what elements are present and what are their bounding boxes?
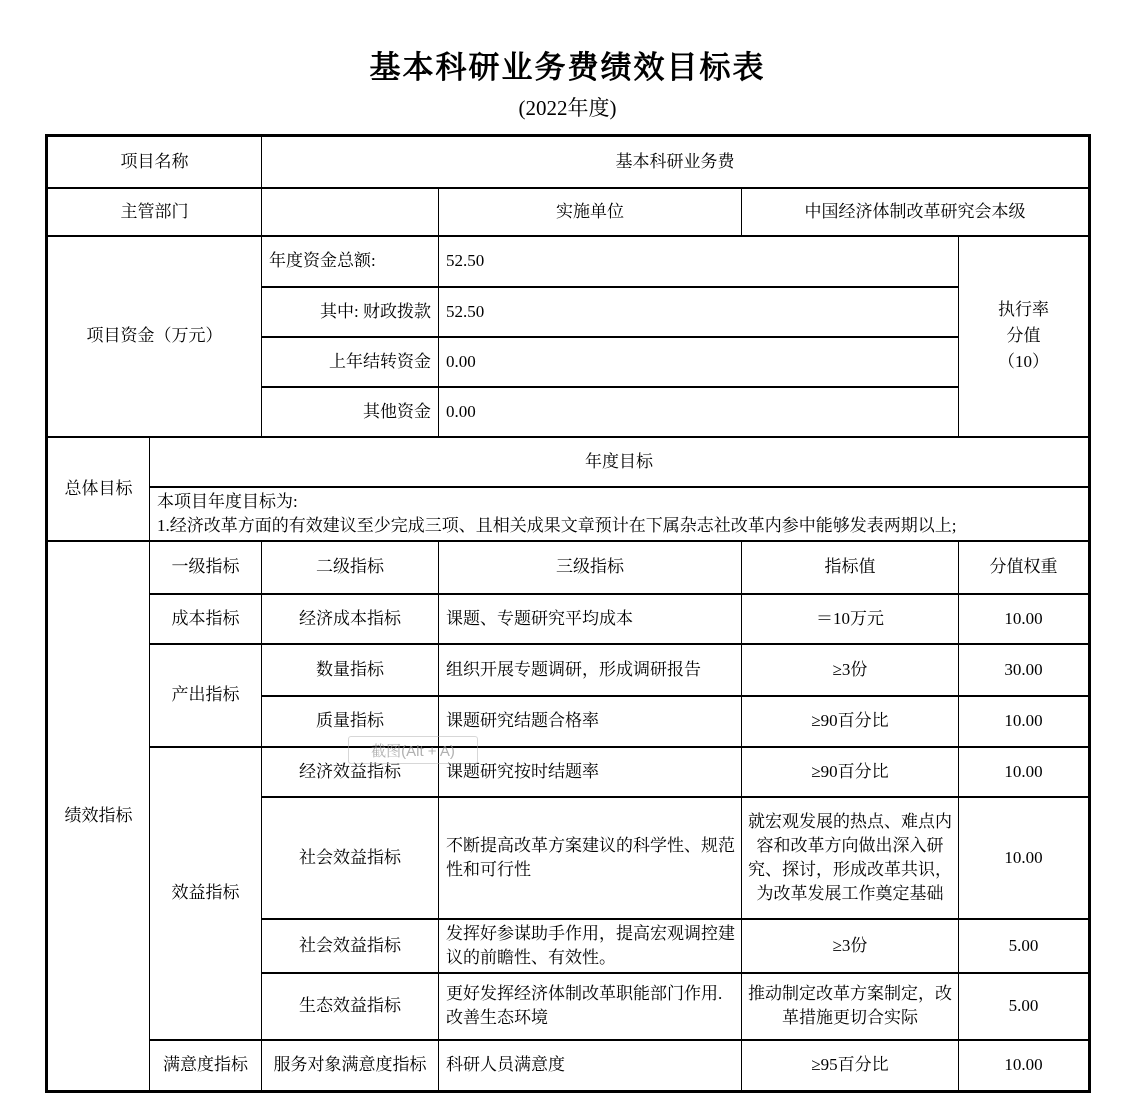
level2-cell: 社会效益指标	[262, 797, 439, 919]
level3-cell: 发挥好参谋助手作用，提高宏观调控建议的前瞻性、有效性。	[439, 919, 742, 973]
funding-fiscal-value: 52.50	[439, 287, 959, 337]
annual-goal-line: 1.经济改革方面的有效建议至少完成三项、且相关成果文章预计在下属杂志社改革内参中能够发表两期以上;	[157, 515, 957, 535]
overall-goal-section-label: 总体目标	[47, 437, 150, 541]
value-cell: ≥90百分比	[742, 747, 959, 797]
level2-cell: 社会效益指标	[262, 919, 439, 973]
dept-label: 主管部门	[47, 188, 262, 236]
level1-cost: 成本指标	[150, 594, 262, 644]
page-title: 基本科研业务费绩效目标表	[369, 50, 766, 85]
value-cell: 就宏观发展的热点、难点内容和改革方向做出深入研究、探讨，形成改革共识，为改革发展工作奠定基础	[742, 797, 959, 919]
level1-satisfaction: 满意度指标	[150, 1040, 262, 1092]
indicator-row	[47, 747, 1090, 797]
level3-cell: 不断提高改革方案建议的科学性、规范性和可行性	[439, 797, 742, 919]
impl-unit-value: 中国经济体制改革研究会本级	[742, 188, 1090, 236]
weight-cell: 10.00	[959, 696, 1090, 747]
indicator-row	[47, 1040, 1090, 1092]
weight-cell: 5.00	[959, 919, 1090, 973]
header-value: 指标值	[742, 541, 959, 594]
exec-rate-line: 执行率	[998, 300, 1049, 319]
funding-carryover-label: 上年结转资金	[262, 337, 439, 387]
project-name-label: 项目名称	[47, 136, 262, 188]
indicator-row	[47, 594, 1090, 644]
funding-total-value: 52.50	[439, 236, 959, 287]
table-row	[47, 541, 1090, 594]
weight-cell: 10.00	[959, 1040, 1090, 1092]
funding-carryover-value: 0.00	[439, 337, 959, 387]
level2-cell: 服务对象满意度指标	[262, 1040, 439, 1092]
level3-cell: 科研人员满意度	[439, 1040, 742, 1092]
level2-cell: 经济成本指标	[262, 594, 439, 644]
table-row	[47, 437, 1090, 487]
indicators-section-label: 绩效指标	[47, 541, 150, 1092]
value-cell: 推动制定改革方案制定，改革措施更切合实际	[742, 973, 959, 1040]
funding-other-label: 其他资金	[262, 387, 439, 437]
impl-unit-label: 实施单位	[439, 188, 742, 236]
header-weight: 分值权重	[959, 541, 1090, 594]
table-row	[47, 236, 1090, 287]
screenshot-tool-hint: 截图(Alt + A)	[348, 736, 478, 764]
funding-section-label: 项目资金（万元）	[47, 236, 262, 437]
header-level3: 三级指标	[439, 541, 742, 594]
table-row	[47, 487, 1090, 541]
value-cell: ≥3份	[742, 919, 959, 973]
level1-benefit: 效益指标	[150, 747, 262, 1040]
value-cell: ＝10万元	[742, 594, 959, 644]
header-level2: 二级指标	[262, 541, 439, 594]
weight-cell: 5.00	[959, 973, 1090, 1040]
weight-cell: 10.00	[959, 747, 1090, 797]
annual-goal-line: 本项目年度目标为:	[157, 491, 298, 511]
funding-fiscal-label: 其中: 财政拨款	[262, 287, 439, 337]
level2-cell: 生态效益指标	[262, 973, 439, 1040]
level3-cell: 课题、专题研究平均成本	[439, 594, 742, 644]
indicator-row	[47, 644, 1090, 696]
weight-cell: 30.00	[959, 644, 1090, 696]
weight-cell: 10.00	[959, 797, 1090, 919]
annual-goal-text	[150, 487, 1090, 541]
exec-rate-line: （10）	[998, 352, 1049, 371]
level3-cell: 课题研究结题合格率	[439, 696, 742, 747]
level1-output: 产出指标	[150, 644, 262, 747]
performance-target-table	[45, 134, 1091, 1093]
project-name-value: 基本科研业务费	[262, 136, 1090, 188]
funding-other-value: 0.00	[439, 387, 959, 437]
level2-cell: 经济效益指标	[262, 747, 439, 797]
level2-cell: 数量指标	[262, 644, 439, 696]
funding-total-label: 年度资金总额:	[262, 236, 439, 287]
table-row	[47, 136, 1090, 188]
exec-rate-line: 分值	[1006, 326, 1041, 345]
page-subtitle: (2022年度)	[518, 96, 617, 120]
annual-goal-header: 年度目标	[150, 437, 1090, 487]
value-cell: ≥95百分比	[742, 1040, 959, 1092]
dept-value	[262, 188, 439, 236]
table-row	[47, 188, 1090, 236]
level3-cell: 课题研究按时结题率	[439, 747, 742, 797]
header-level1: 一级指标	[150, 541, 262, 594]
level3-cell: 更好发挥经济体制改革职能部门作用. 改善生态环境	[439, 973, 742, 1040]
level3-cell: 组织开展专题调研，形成调研报告	[439, 644, 742, 696]
value-cell: ≥90百分比	[742, 696, 959, 747]
value-cell: ≥3份	[742, 644, 959, 696]
exec-rate-cell	[959, 236, 1090, 437]
weight-cell: 10.00	[959, 594, 1090, 644]
level2-cell: 质量指标	[262, 696, 439, 747]
